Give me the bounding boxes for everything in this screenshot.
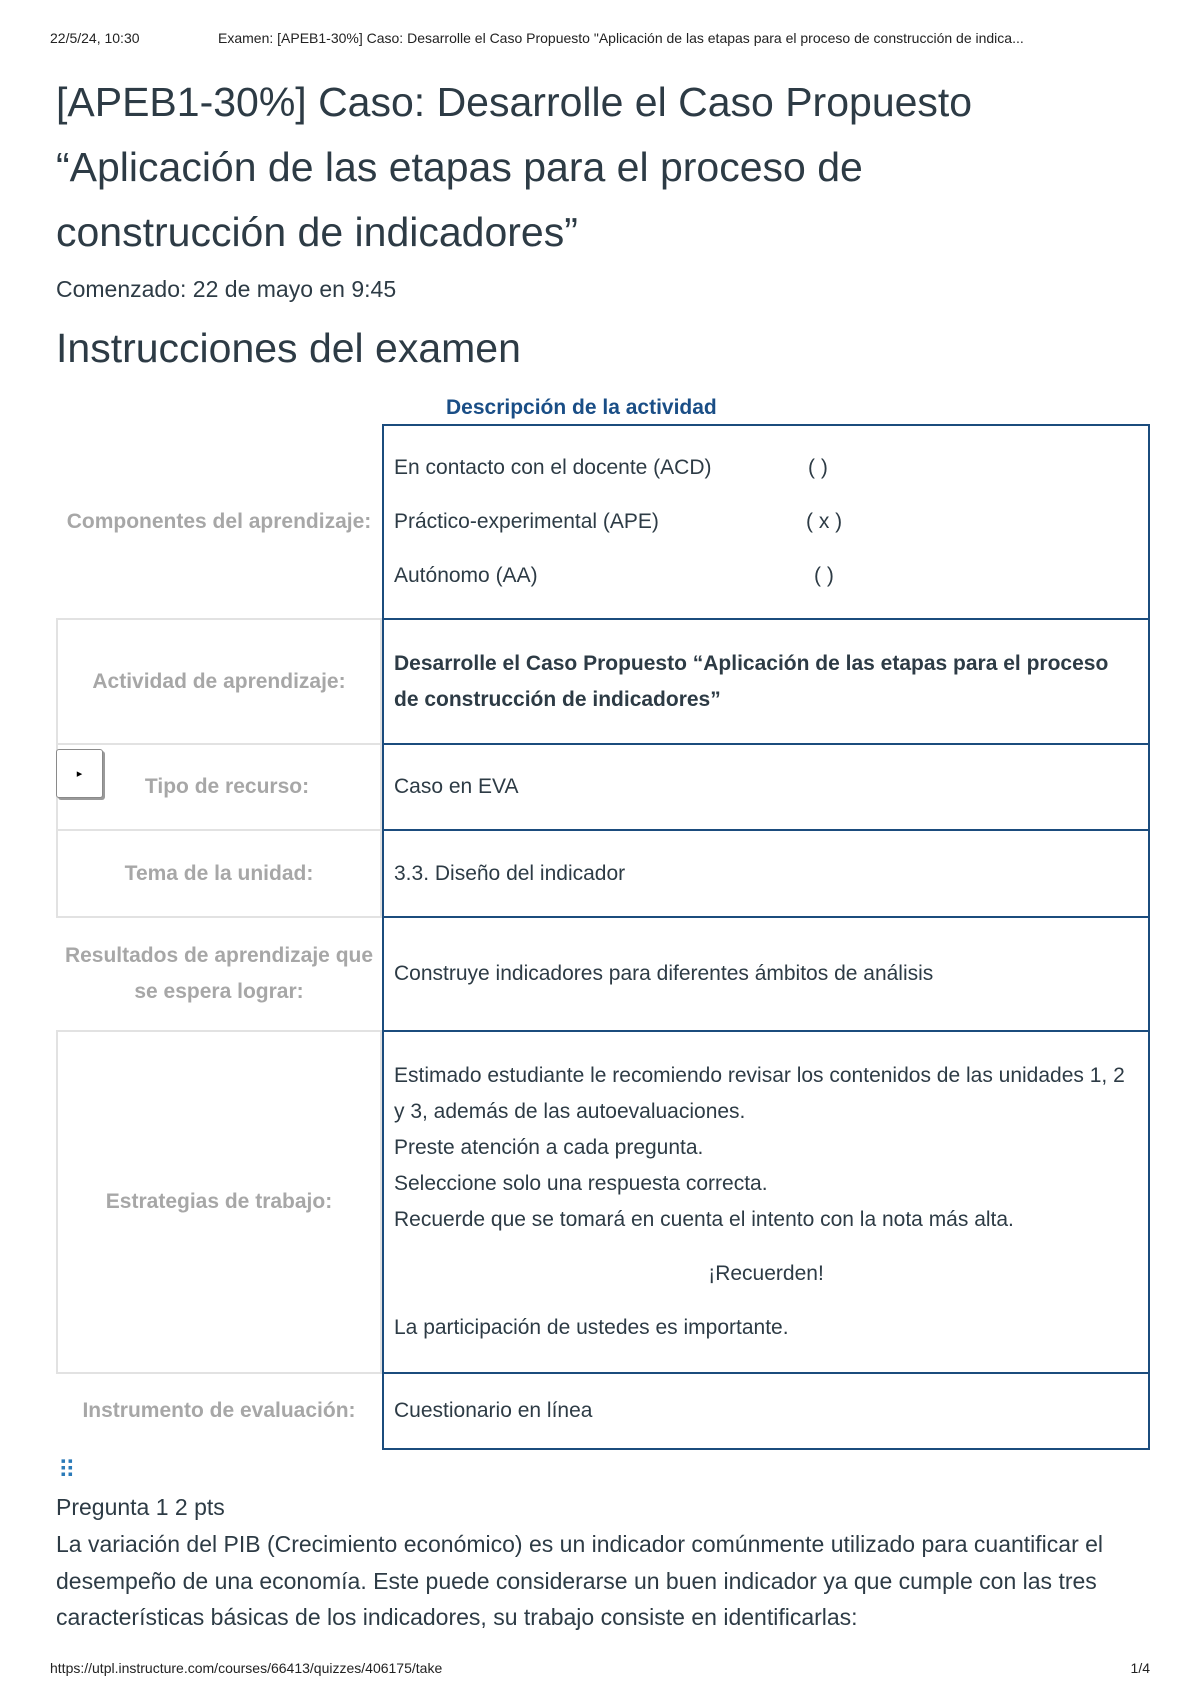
page-title-line: “Aplicación de las etapas para el proceso de <box>56 144 863 190</box>
print-doc-title: Examen: [APEB1-30%] Caso: Desarrolle el Caso Propuesto "Aplicación de las etapas para el proceso de construcción de indica... <box>218 30 1024 46</box>
strategy-line: Recuerde que se tomará en cuenta el intento con la nota más alta. <box>394 1208 1014 1231</box>
component-mark: ( ) <box>808 456 828 479</box>
component-name: En contacto con el docente (ACD) <box>394 456 712 479</box>
question-heading: Pregunta 1 2 pts <box>56 1494 225 1520</box>
resultados-label: Resultados de aprendizaje que se espera lograr: <box>64 944 374 1003</box>
print-datetime: 22/5/24, 10:30 <box>50 30 140 46</box>
tema-label: Tema de la unidad: <box>56 829 382 918</box>
activity-row-instrumento <box>56 1372 1150 1450</box>
print-url: https://utpl.instructure.com/courses/66413/quizzes/406175/take <box>50 1660 443 1676</box>
instrumento-label: Instrumento de evaluación: <box>82 1399 356 1422</box>
instructions-heading: Instrucciones del examen <box>56 325 521 371</box>
component-item <box>394 504 1138 558</box>
activity-row-components <box>56 424 1150 620</box>
expand-play-button[interactable]: ▸ <box>56 749 103 798</box>
instrumento-value: Cuestionario en línea <box>382 1372 1150 1450</box>
actividad-label: Actividad de aprendizaje: <box>56 618 382 745</box>
print-header <box>50 22 1150 46</box>
component-mark: ( ) <box>814 564 834 587</box>
print-page-number: 1/4 <box>1130 1660 1150 1676</box>
strategy-line: Seleccione solo una respuesta correcta. <box>394 1172 768 1195</box>
activity-row-estrategias <box>56 1030 1150 1374</box>
estrategias-label: Estrategias de trabajo: <box>56 1030 382 1374</box>
strategy-reminder: ¡Recuerden! <box>708 1262 824 1285</box>
actividad-value: Desarrolle el Caso Propuesto “Aplicación de las etapas para el proceso de construcción de indicadores” <box>382 618 1150 745</box>
drag-handle-icon[interactable]: ⠿ <box>58 1457 74 1484</box>
activity-row-actividad <box>56 618 1150 745</box>
components-label: Componentes del aprendizaje: <box>66 510 372 533</box>
component-item <box>394 558 1138 612</box>
tipo-value: Caso en EVA <box>382 743 1150 831</box>
component-item <box>394 450 1138 504</box>
page-title-line: construcción de indicadores” <box>56 209 578 255</box>
strategy-line: Estimado estudiante le recomiendo revisar los contenidos de las unidades 1, 2 y 3, además de las autoevaluaciones. <box>394 1064 1125 1123</box>
strategy-line: Preste atención a cada pregunta. <box>394 1136 704 1159</box>
question-text: La variación del PIB (Crecimiento económico) es un indicador comúnmente utilizado para cuantificar el desempeño de una economía. Este puede considerarse un buen indicador ya que cumple con las tres características básicas de los indicadores, su trabajo consiste en identificarlas: <box>56 1531 1104 1630</box>
strategy-closing: La participación de ustedes es importante. <box>394 1316 789 1339</box>
estrategias-value <box>382 1030 1150 1374</box>
tipo-label: Tipo de recurso: <box>56 743 382 831</box>
component-name: Práctico-experimental (APE) <box>394 510 659 533</box>
activity-row-resultados <box>56 916 1150 1032</box>
page-title <box>56 70 1156 265</box>
page-title-line: [APEB1-30%] Caso: Desarrolle el Caso Propuesto <box>56 79 973 125</box>
activity-description-title: Descripción de la actividad <box>446 396 717 419</box>
component-mark: ( x ) <box>806 510 843 533</box>
resultados-value: Construye indicadores para diferentes ámbitos de análisis <box>382 916 1150 1032</box>
components-value <box>382 424 1150 620</box>
tema-value: 3.3. Diseño del indicador <box>382 829 1150 918</box>
activity-row-tema <box>56 829 1150 918</box>
component-name: Autónomo (AA) <box>394 564 538 587</box>
activity-row-tipo <box>56 743 1150 831</box>
started-timestamp: Comenzado: 22 de mayo en 9:45 <box>56 276 397 302</box>
